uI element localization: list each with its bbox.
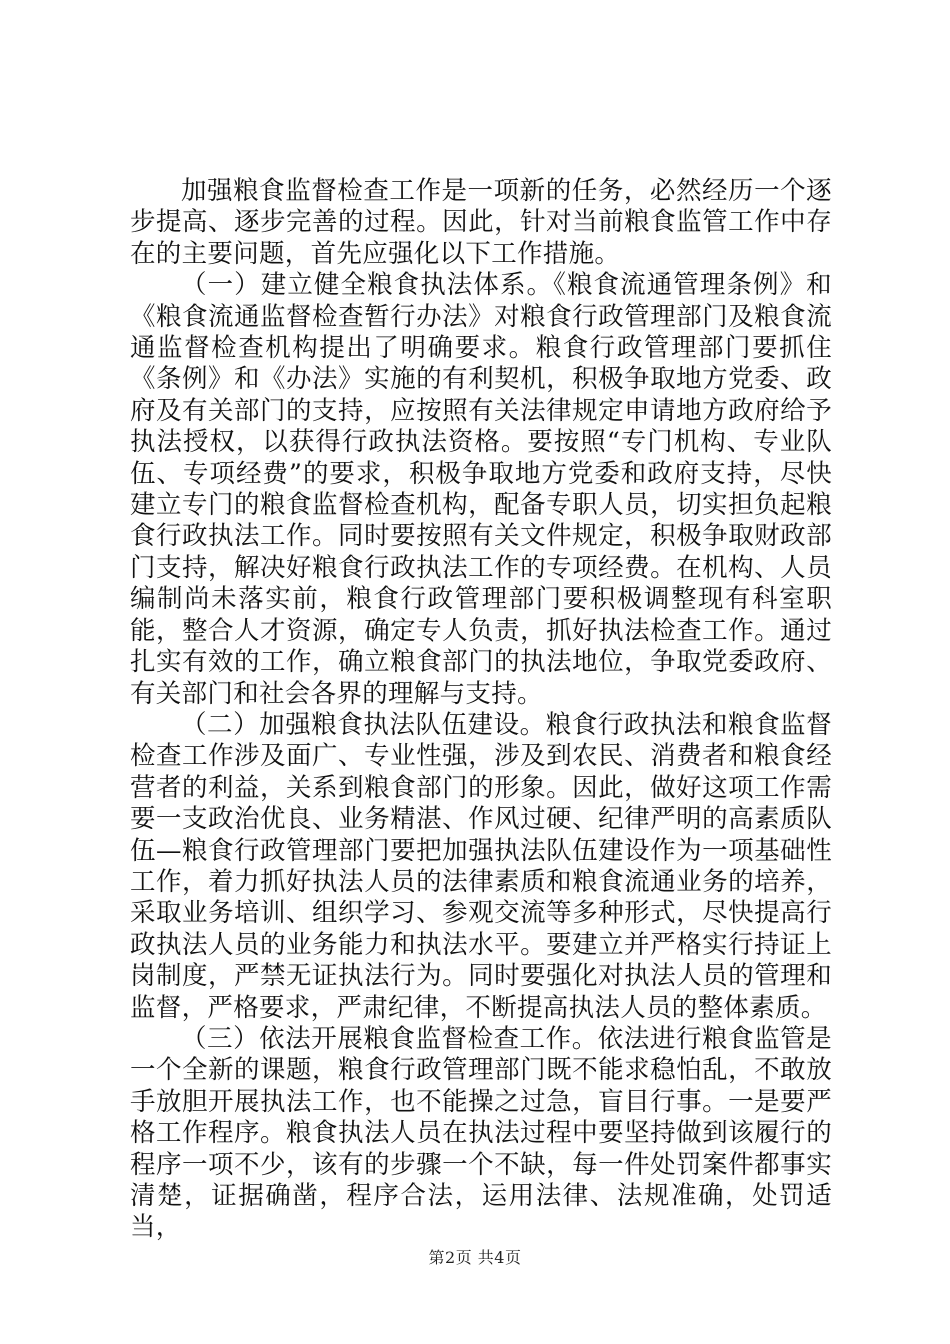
paragraph-section-1: （一）建立健全粮食执法体系。《粮食流通管理条例》和《粮食流通监督检查暂行办法》对粮食行政管理部门及粮食流通监督检查机构提出了明确要求。粮食行政管理部门要抓住《条例》和《办法》实施的有利契机，积极争取地方党委、政府及有关部门的支持，应按照有关法律规定申请地方政府给予执法授权，以获得行政执法资格。要按照“专门机构、专业队伍、专项经费”的要求，积极争取地方党委和政府支持，尽快建立专门的粮食监督检查机构，配备专职人员，切实担负起粮食行政执法工作。同时要按照有关文件规定，积极争取财政部门支持，解决好粮食行政执法工作的专项经费。在机构、人员编制尚未落实前，粮食行政管理部门要积极调整现有科室职能，整合人才资源，确定专人负责，抓好执法检查工作。通过扎实有效的工作，确立粮食部门的执法地位，争取党委政府、有关部门和社会各界的理解与支持。: [130, 270, 832, 709]
paragraph-section-3: （三）依法开展粮食监督检查工作。依法进行粮食监管是一个全新的课题，粮食行政管理部门既不能求稳怕乱，不敢放手放胆开展执法工作，也不能操之过急，盲目行事。一是要严格工作程序。粮食执法人员在执法过程中要坚持做到该履行的程序一项不少，该有的步骤一个不缺，每一件处罚案件都事实清楚，证据确凿，程序合法，运用法律、法规准确，处罚适当，: [130, 1023, 832, 1243]
document-body: [130, 176, 832, 1244]
paragraph-section-2: （二）加强粮食执法队伍建设。粮食行政执法和粮食监督检查工作涉及面广、专业性强，涉及到农民、消费者和粮食经营者的利益，关系到粮食部门的形象。因此，做好这项工作需要一支政治优良、业务精湛、作风过硬、纪律严明的高素质队伍—粮食行政管理部门要把加强执法队伍建设作为一项基础性工作，着力抓好执法人员的法律素质和粮食流通业务的培养，采取业务培训、组织学习、参观交流等多种形式，尽快提高行政执法人员的业务能力和执法水平。要建立并严格实行持证上岗制度，严禁无证执法行为。同时要强化对执法人员的管理和监督，严格要求，严肃纪律，不断提高执法人员的整体素质。: [130, 709, 832, 1023]
page-number-footer: 第2页 共4页: [428, 1248, 522, 1267]
paragraph-intro: 加强粮食监督检查工作是一项新的任务，必然经历一个逐步提高、逐步完善的过程。因此，针对当前粮食监管工作中存在的主要问题，首先应强化以下工作措施。: [130, 176, 832, 269]
